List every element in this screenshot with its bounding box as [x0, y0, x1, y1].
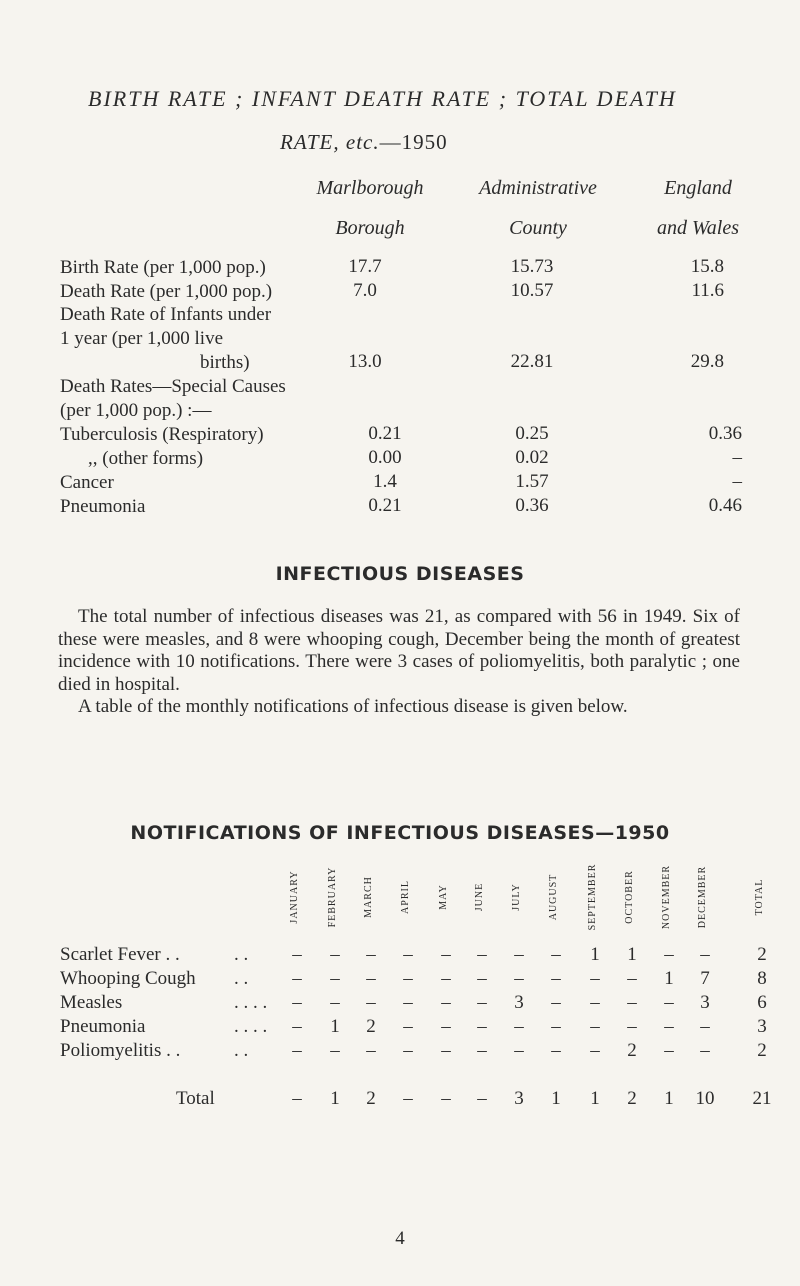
table-cell: –	[441, 992, 451, 1013]
table-cell: –	[477, 968, 487, 989]
rate-label: Death Rate of Infants under	[60, 304, 272, 325]
table-cell: –	[664, 944, 674, 965]
rate-county: 22.81	[510, 351, 554, 372]
table-cell: –	[551, 968, 561, 989]
page-title: BIRTH RATE ; INFANT DEATH RATE ; TOTAL DEATH	[88, 86, 677, 111]
rate-england: 11.6	[691, 280, 724, 301]
month-header: JUNE	[474, 882, 485, 912]
table-cell: 3	[700, 992, 710, 1013]
section-heading-notifications: NOTIFICATIONS OF INFECTIOUS DISEASES—1950	[130, 822, 670, 844]
table-cell: –	[627, 968, 637, 989]
column-header-line: Administrative	[479, 177, 597, 199]
rate-label: Death Rates—Special Causes	[60, 376, 286, 397]
table-cell: 2	[627, 1040, 637, 1061]
rate-label: ,, (other forms)	[88, 448, 204, 469]
month-header: MAY	[438, 884, 449, 910]
column-header-line: and Wales	[656, 217, 740, 239]
table-cell: –	[330, 944, 340, 965]
column-header-line: County	[509, 217, 567, 239]
table-cell: –	[664, 1040, 674, 1061]
disease-name: Whooping Cough	[60, 968, 196, 989]
rate-england: –	[732, 471, 742, 492]
table-cell: 1	[590, 944, 600, 965]
disease-name: Pneumonia	[60, 1016, 146, 1037]
table-cell: –	[627, 992, 637, 1013]
table-cell: –	[330, 1040, 340, 1061]
rate-england: 29.8	[690, 351, 724, 372]
leader-dots: . .	[234, 968, 249, 989]
table-cell: –	[292, 1016, 302, 1037]
rate-marlborough: 0.21	[368, 423, 402, 444]
month-header: JANUARY	[289, 870, 300, 924]
rate-county: 0.36	[515, 495, 549, 516]
rate-marlborough: 7.0	[353, 280, 377, 301]
subtitle-etc: etc.	[345, 130, 380, 154]
total-cell: –	[403, 1088, 413, 1109]
paragraph-2: A table of the monthly notifications of infectious disease is given below.	[78, 696, 628, 717]
total-cell: 1	[590, 1088, 600, 1109]
table-cell: –	[477, 992, 487, 1013]
total-cell: –	[292, 1088, 302, 1109]
rate-england: 0.36	[708, 423, 742, 444]
table-cell: 2	[757, 1040, 767, 1061]
table-cell: –	[441, 944, 451, 965]
column-header-marlborough	[280, 168, 460, 248]
table-cell: –	[292, 992, 302, 1013]
column-header-line: England	[664, 177, 732, 199]
paragraph-1: The total number of infectious diseases was 21, as compared with 56 in 1949. Six of these were measles, and 8 were whooping cough, December being the month of greatest incidence with 10 notifications. There were 3 cases of poliomyelitis, both paralytic ; one died in hospital.	[58, 606, 740, 695]
rate-county: 1.57	[515, 471, 549, 492]
leader-dots: . .	[234, 1040, 249, 1061]
month-header: APRIL	[400, 880, 411, 914]
table-cell: –	[292, 1040, 302, 1061]
rate-marlborough: 0.00	[368, 447, 402, 468]
rate-label: births)	[200, 352, 250, 373]
rate-marlborough: 17.7	[348, 256, 382, 277]
total-cell: 3	[514, 1088, 524, 1109]
rate-label: Birth Rate (per 1,000 pop.)	[60, 257, 266, 278]
column-header-line: Marlborough	[316, 177, 424, 199]
table-cell: 6	[757, 992, 767, 1013]
rate-county: 0.02	[515, 447, 549, 468]
page-subtitle	[280, 130, 448, 155]
month-header: SEPTEMBER	[587, 863, 598, 931]
table-cell: –	[590, 992, 600, 1013]
rate-england: 15.8	[690, 256, 724, 277]
leader-dots: . . . .	[234, 1016, 268, 1037]
table-cell: –	[700, 944, 710, 965]
total-cell: 10	[695, 1088, 715, 1109]
table-cell: –	[441, 968, 451, 989]
table-cell: –	[403, 1016, 413, 1037]
section-heading-infectious: INFECTIOUS DISEASES	[275, 563, 525, 585]
table-cell: –	[664, 1016, 674, 1037]
table-cell: –	[477, 1040, 487, 1061]
rate-label: Tuberculosis (Respiratory)	[60, 424, 264, 445]
rate-label: 1 year (per 1,000 live	[60, 328, 224, 349]
month-header: TOTAL	[754, 878, 765, 916]
table-cell: –	[514, 1016, 524, 1037]
rate-county: 10.57	[510, 280, 554, 301]
table-cell: 8	[757, 968, 767, 989]
table-cell: 2	[757, 944, 767, 965]
column-header-line: Borough	[335, 217, 405, 239]
table-cell: –	[477, 944, 487, 965]
subtitle-year: —1950	[379, 130, 448, 154]
table-cell: –	[366, 968, 376, 989]
month-header: DECEMBER	[697, 865, 708, 929]
total-cell: 1	[330, 1088, 340, 1109]
leader-dots: . .	[234, 944, 249, 965]
table-cell: 1	[330, 1016, 340, 1037]
table-cell: –	[700, 1016, 710, 1037]
table-cell: –	[551, 992, 561, 1013]
table-cell: –	[590, 968, 600, 989]
table-cell: –	[590, 1040, 600, 1061]
table-cell: –	[627, 1016, 637, 1037]
table-cell: –	[366, 944, 376, 965]
page-number: 4	[395, 1228, 405, 1249]
table-cell: 7	[700, 968, 710, 989]
table-cell: –	[292, 944, 302, 965]
month-header: AUGUST	[548, 873, 559, 921]
table-cell: –	[403, 944, 413, 965]
subtitle-main: RATE,	[280, 130, 340, 154]
disease-name: Poliomyelitis . .	[60, 1040, 181, 1061]
table-cell: –	[403, 968, 413, 989]
month-header: JULY	[511, 883, 522, 911]
table-cell: 2	[366, 1016, 376, 1037]
table-cell: 1	[664, 968, 674, 989]
rate-label: Death Rate (per 1,000 pop.)	[60, 281, 273, 302]
total-cell: 1	[664, 1088, 674, 1109]
total-cell: –	[441, 1088, 451, 1109]
rate-england: 0.46	[708, 495, 742, 516]
month-header: MARCH	[363, 876, 374, 918]
total-cell: 21	[752, 1088, 772, 1109]
table-cell: –	[366, 1040, 376, 1061]
column-header-county	[448, 168, 628, 248]
table-cell: –	[441, 1016, 451, 1037]
rate-label: (per 1,000 pop.) :—	[60, 400, 212, 421]
table-cell: –	[514, 1040, 524, 1061]
table-cell: –	[514, 944, 524, 965]
table-cell: 3	[757, 1016, 767, 1037]
table-cell: –	[292, 968, 302, 989]
leader-dots: . . . .	[234, 992, 268, 1013]
column-header-england	[608, 168, 788, 248]
table-cell: –	[403, 992, 413, 1013]
total-cell: 1	[551, 1088, 561, 1109]
rate-county: 15.73	[510, 256, 554, 277]
table-cell: –	[366, 992, 376, 1013]
rate-label: Pneumonia	[60, 496, 146, 517]
month-header: FEBRUARY	[327, 866, 338, 928]
table-cell: –	[441, 1040, 451, 1061]
disease-name: Scarlet Fever . .	[60, 944, 180, 965]
table-cell: –	[551, 1040, 561, 1061]
disease-name: Measles	[60, 992, 123, 1013]
table-cell: 3	[514, 992, 524, 1013]
month-header: NOVEMBER	[661, 864, 672, 930]
rate-marlborough: 13.0	[348, 351, 382, 372]
rate-england: –	[732, 447, 742, 468]
total-cell: –	[477, 1088, 487, 1109]
table-cell: –	[551, 1016, 561, 1037]
table-cell: –	[330, 968, 340, 989]
total-cell: 2	[627, 1088, 637, 1109]
total-label: Total	[176, 1088, 215, 1109]
table-cell: –	[477, 1016, 487, 1037]
rate-marlborough: 0.21	[368, 495, 402, 516]
table-cell: –	[551, 944, 561, 965]
rate-marlborough: 1.4	[373, 471, 397, 492]
table-cell: 1	[627, 944, 637, 965]
table-cell: –	[590, 1016, 600, 1037]
table-cell: –	[664, 992, 674, 1013]
month-header: OCTOBER	[624, 870, 635, 924]
table-cell: –	[514, 968, 524, 989]
total-cell: 2	[366, 1088, 376, 1109]
rate-label: Cancer	[60, 472, 114, 493]
table-cell: –	[330, 992, 340, 1013]
paragraph	[58, 606, 740, 719]
rate-county: 0.25	[515, 423, 549, 444]
table-cell: –	[700, 1040, 710, 1061]
table-cell: –	[403, 1040, 413, 1061]
